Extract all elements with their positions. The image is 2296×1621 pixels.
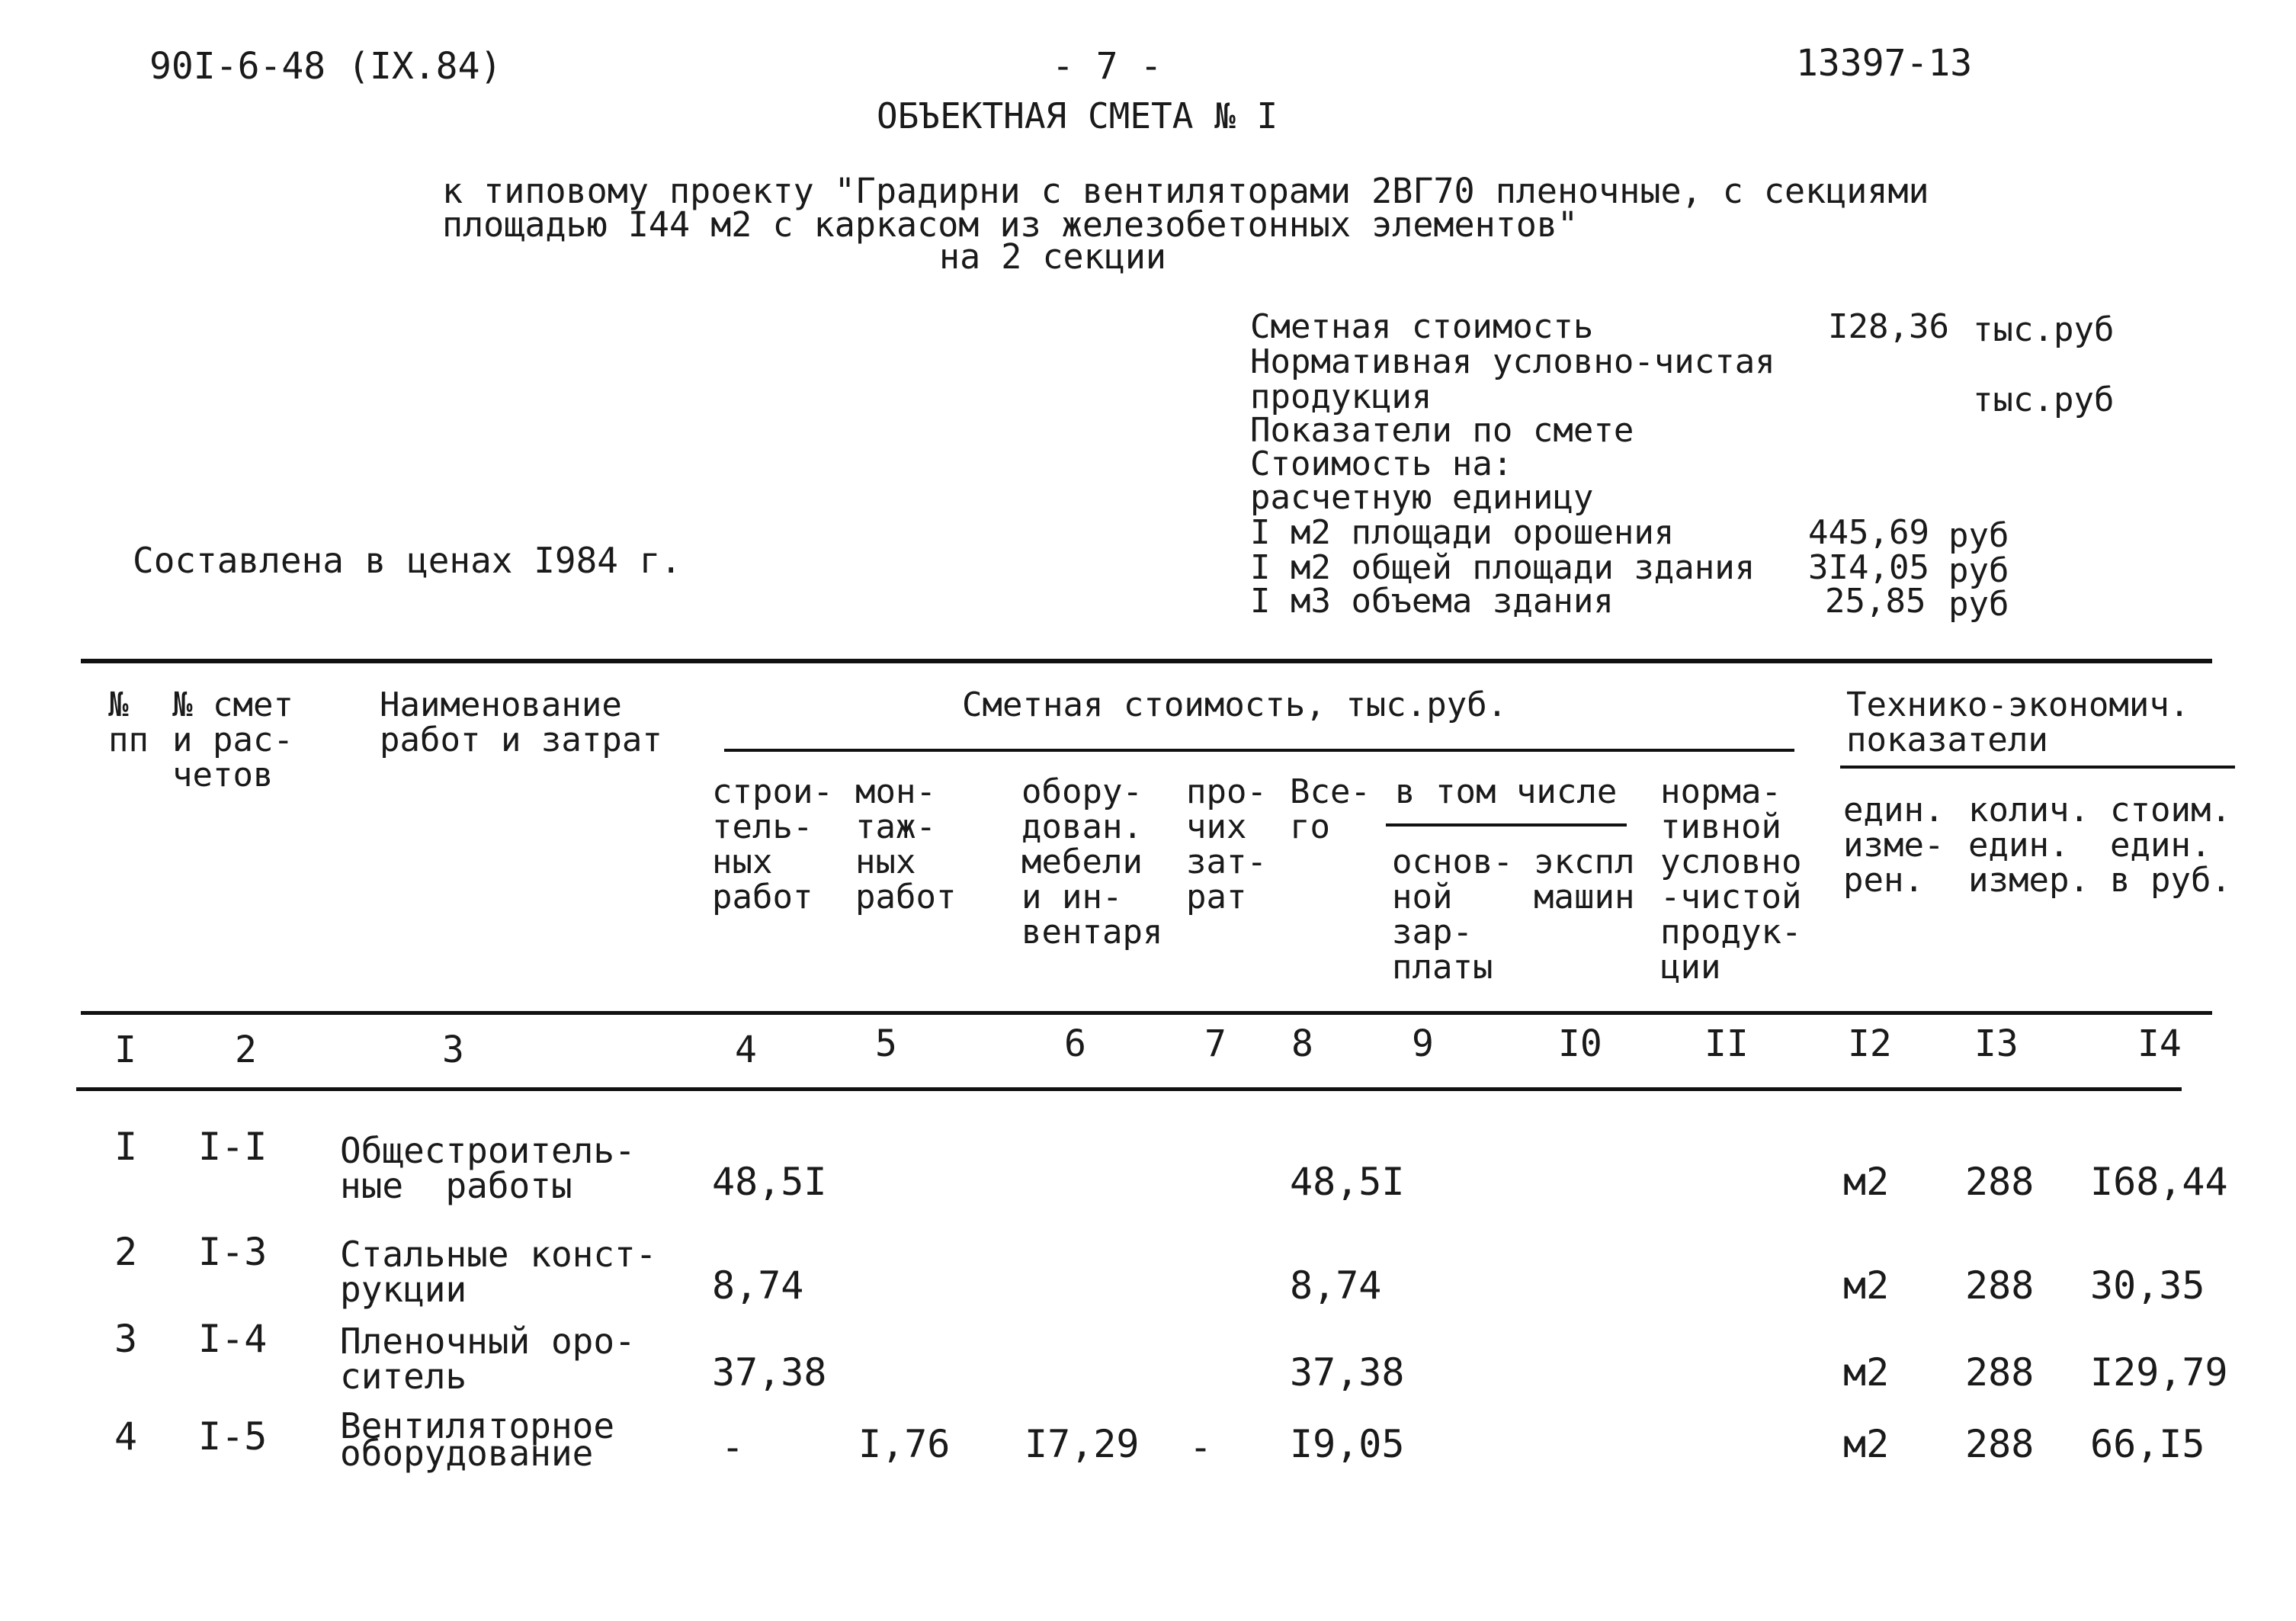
column-number: 2 (235, 1029, 257, 1071)
row-number: 3 (114, 1317, 138, 1361)
page-number: - 7 - (1052, 45, 1162, 88)
cost-construction: 48,5I (712, 1160, 827, 1204)
cost-construction: 8,74 (712, 1263, 804, 1308)
unit-measure: м2 (1843, 1263, 1890, 1308)
column-number: 9 (1412, 1022, 1434, 1065)
header-col-9: основ- ной зар- платы (1392, 843, 1513, 987)
row-number: 4 (114, 1414, 138, 1459)
unit-quantity: 288 (1965, 1263, 2035, 1308)
cost-total: 8,74 (1290, 1263, 1382, 1308)
unit-measure: м2 (1843, 1422, 1890, 1466)
cost-other: - (1189, 1425, 1213, 1469)
indicator-value: 3I4,05 (1808, 548, 1929, 587)
unit-label: расчетную единицу (1250, 478, 1594, 517)
unit-cost: I29,79 (2090, 1350, 2228, 1395)
norm-unit: тыс.руб (1973, 380, 2115, 419)
column-numbers-bottom-rule (76, 1087, 2182, 1091)
header-col-11: норма- тивной условно -чистой продук- ции (1660, 772, 1802, 987)
indicator-unit: руб (1948, 516, 2009, 555)
unit-measure: м2 (1843, 1160, 1890, 1204)
cost-construction: 37,38 (712, 1350, 827, 1395)
header-col-6: обору- дован. мебели и ин- вентаря (1021, 772, 1163, 952)
header-col-2: № смет и рас- четов (172, 685, 293, 794)
including-rule (1386, 823, 1627, 827)
tech-group-rule (1840, 766, 2235, 769)
column-number: 6 (1064, 1022, 1086, 1065)
header-col-5: мон- таж- ных работ (855, 772, 957, 916)
norm-label-2: продукция (1250, 377, 1432, 416)
header-col-14: стоим. един. в руб. (2110, 791, 2231, 900)
column-number: I2 (1848, 1022, 1892, 1065)
subtitle-line-3: на 2 секции (939, 236, 1167, 277)
estimate-ref: I-5 (198, 1414, 268, 1459)
unit-cost: I68,44 (2090, 1160, 2228, 1204)
cost-group-rule (724, 749, 1794, 752)
cost-total: 48,5I (1290, 1160, 1405, 1204)
header-including: в том числе (1395, 772, 1618, 811)
column-number: 8 (1291, 1022, 1313, 1065)
document-title: ОБЪЕКТНАЯ СМЕТА № I (877, 95, 1278, 136)
unit-quantity: 288 (1965, 1160, 2035, 1204)
cost-label: Сметная стоимость (1250, 307, 1594, 346)
column-number: II (1704, 1022, 1749, 1065)
indicator-label: I м3 объема здания (1250, 582, 1614, 621)
column-number: 5 (875, 1022, 897, 1065)
header-group-cost: Сметная стоимость, тыс.руб. (962, 685, 1508, 724)
cost-per-label: Стоимость на: (1250, 445, 1513, 483)
indicator-label: I м2 общей площади здания (1250, 548, 1756, 587)
column-number: 3 (442, 1029, 464, 1071)
indicator-value: 25,85 (1825, 582, 1926, 621)
row-number: I (114, 1125, 138, 1169)
document-code: 90I-6-48 (IX.84) (149, 45, 502, 88)
cost-installation: I,76 (858, 1422, 951, 1466)
header-col-7: про- чих зат- рат (1186, 772, 1267, 916)
column-number: I (114, 1029, 136, 1071)
column-number: I0 (1558, 1022, 1602, 1065)
cost-total: 37,38 (1290, 1350, 1405, 1395)
estimate-ref: I-3 (198, 1230, 268, 1274)
row-number: 2 (114, 1230, 138, 1274)
cost-unit: тыс.руб (1973, 310, 2115, 349)
column-number: I3 (1974, 1022, 2019, 1065)
column-number: I4 (2137, 1022, 2182, 1065)
registration-number: 13397-13 (1796, 42, 1973, 85)
unit-quantity: 288 (1965, 1422, 2035, 1466)
unit-cost: 30,35 (2090, 1263, 2205, 1308)
indicator-unit: руб (1948, 585, 2009, 624)
cost-value: I28,36 (1828, 307, 1949, 346)
header-group-tech: Технико-экономич. показатели (1846, 685, 2190, 759)
prices-note: Составлена в ценах I984 г. (133, 540, 682, 581)
header-col-1: № пп (108, 685, 149, 759)
work-name: Общестроитель- ные работы (340, 1130, 636, 1206)
work-name: Вентиляторное оборудование (340, 1405, 615, 1474)
subtitle-line-2: площадью I44 м2 с каркасом из железобетонных элементов" (442, 204, 1579, 245)
header-col-12: един. изме- рен. (1843, 791, 1945, 900)
estimate-ref: I-I (198, 1125, 268, 1169)
header-col-4: строи- тель- ных работ (712, 772, 833, 916)
norm-label-1: Нормативная условно-чистая (1250, 342, 1775, 381)
indicator-label: I м2 площади орошения (1250, 513, 1675, 552)
header-col-13: колич. един. измер. (1968, 791, 2089, 900)
header-col-10: экспл машин (1534, 843, 1635, 916)
column-number: 4 (735, 1029, 757, 1071)
unit-cost: 66,I5 (2090, 1422, 2205, 1466)
header-col-8: Все- го (1290, 772, 1371, 846)
header-col-3: Наименование работ и затрат (380, 685, 662, 759)
column-numbers-top-rule (81, 1011, 2212, 1015)
cost-total: I9,05 (1290, 1422, 1405, 1466)
work-name: Пленочный оро- ситель (340, 1321, 636, 1397)
cost-construction: - (721, 1425, 745, 1469)
unit-measure: м2 (1843, 1350, 1890, 1395)
work-name: Стальные конст- рукции (340, 1234, 657, 1310)
table-top-rule (81, 659, 2212, 663)
unit-quantity: 288 (1965, 1350, 2035, 1395)
indicator-value: 445,69 (1808, 513, 1929, 552)
column-number: 7 (1204, 1022, 1227, 1065)
indicators-label: Показатели по смете (1250, 411, 1634, 450)
subtitle-line-1: к типовому проекту "Градирни с вентиляторами 2ВГ70 пленочные, с секциями (442, 171, 1929, 211)
cost-equipment: I7,29 (1025, 1422, 1140, 1466)
indicator-unit: руб (1948, 551, 2009, 590)
estimate-ref: I-4 (198, 1317, 268, 1361)
